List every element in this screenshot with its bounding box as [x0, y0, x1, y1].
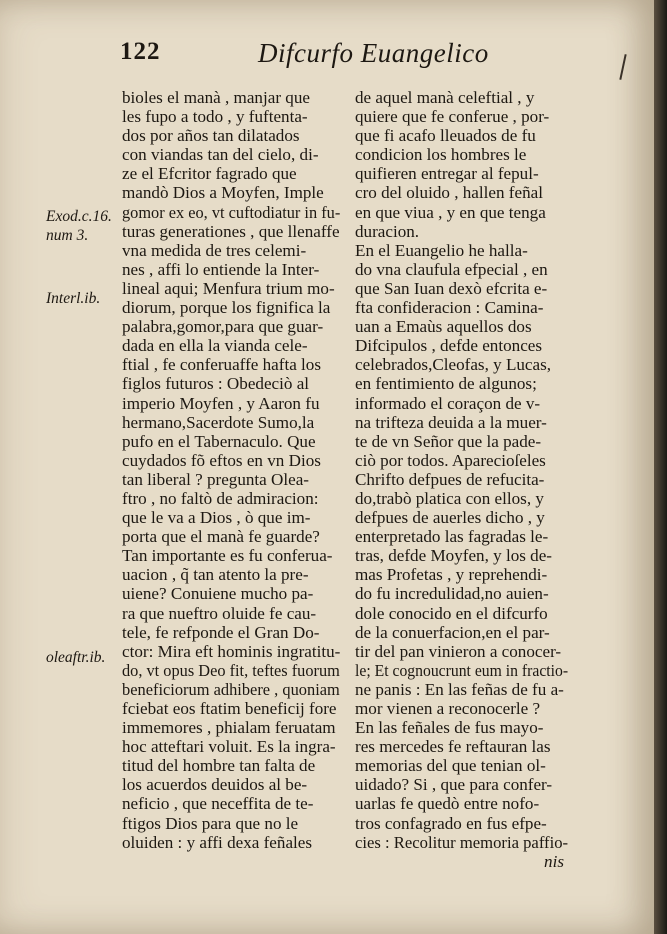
left-column-line: turas generationes , que llenaffe	[122, 221, 340, 241]
right-column-line: na trifteza deuida a la muer-	[355, 412, 547, 432]
left-column-line: fciebat eos ftatim beneficij fore	[122, 699, 337, 718]
page-edge-shadow	[654, 0, 667, 934]
left-column-line: Tan importante es fu conferua-	[122, 546, 333, 566]
right-column-line: cies : Recolitur memoria paffio-	[355, 832, 569, 852]
right-column-line: En las feñales de fus mayo-	[355, 718, 544, 738]
right-column-line: do,trabò platica con ellos, y	[355, 488, 544, 508]
left-column-line: nes , affi lo entiende la Inter-	[122, 259, 320, 279]
right-column-line: enterpretado las fagradas le-	[355, 527, 549, 547]
left-column-line: figlos futuros : Obedeciò al	[122, 374, 310, 394]
right-column-line: do fu incredulidad,no auien-	[355, 584, 549, 604]
margin-note: Interl.ib.	[46, 290, 101, 307]
left-column-line: uacion , q̃ tan atento la pre-	[122, 565, 309, 585]
right-column-line: Chrifto defpues de refucita-	[355, 469, 545, 489]
right-column-line: de aquel manà celeftial , y	[355, 88, 535, 107]
left-column-line: neficio , que neceffita de te-	[122, 794, 314, 814]
left-column-line: vna medida de tres celemi-	[122, 240, 307, 260]
right-column-line: tros confagrado en fus efpe-	[355, 813, 547, 833]
page-header	[0, 36, 654, 72]
left-column-line: beneficiorum adhibere , quoniam	[122, 679, 340, 699]
right-column-line: de la conuerfacion,en el par-	[355, 622, 550, 642]
left-column-line: hoc atteftari voluit. Es la ingra-	[122, 737, 336, 757]
right-column-line: informado el coraçon de v-	[355, 393, 541, 413]
right-column-line: tir del pan vinieron a conocer-	[355, 641, 562, 661]
right-column-line: le; Et cognoucrunt eum in fractio-	[355, 660, 569, 680]
left-column-line: bioles el manà , manjar que	[122, 88, 310, 107]
right-column-line: que San Iuan dexò efcrita e-	[355, 278, 548, 298]
left-column-line: porta que el manà fe guarde?	[122, 527, 320, 547]
right-column-line: duracion.	[355, 221, 420, 241]
right-column-line: quiere que fe conferue , por-	[355, 107, 550, 127]
left-column-line: immemores , phialam feruatam	[122, 718, 336, 738]
right-column-line: uidado? Si , que para confer-	[355, 775, 553, 795]
right-column-line: fta confideracion : Camina-	[355, 298, 544, 318]
right-column-line: defpues de auerles dicho , y	[355, 508, 545, 528]
left-column-line: do, vt opus Deo fit, teftes fuorum	[122, 660, 340, 680]
right-column-line: nis	[544, 851, 564, 871]
left-column-line: oluiden : y affi dexa feñales	[122, 832, 313, 852]
left-column-line: imperio Moyfen , y Aaron fu	[122, 393, 320, 413]
margin-note: Exod.c.16.	[46, 208, 112, 225]
right-column-line: en fentimiento de algunos;	[355, 374, 537, 394]
left-column-line: mandò Dios a Moyfen, Imple	[122, 183, 324, 203]
left-column-line: uiene? Conuiene mucho pa-	[122, 584, 314, 604]
left-column-line: los acuerdos deuidos al be-	[122, 775, 308, 795]
left-column-line: palabra,gomor,para que guar-	[122, 317, 324, 337]
right-column-line: celebrados,Cleofas, y Lucas,	[355, 355, 552, 375]
right-column-line: cro del oluido , hallen feñal	[355, 183, 543, 203]
right-column-line: do vna claufula efpecial , en	[355, 259, 548, 279]
left-column-line: les fupo a todo , y fuftenta-	[122, 107, 308, 127]
right-column-line: ciò por todos. Aparecioſeles	[355, 450, 546, 470]
right-column-line: condicion los hombres le	[355, 145, 527, 165]
left-column-line: tan liberal ? pregunta Olea-	[122, 469, 309, 489]
right-column-line: dole conocido en el difcurfo	[355, 603, 548, 623]
page-number: 122	[120, 38, 161, 65]
right-column-line: Difcipulos , defde entonces	[355, 336, 543, 356]
left-column-line: ftigos Dios para que no le	[122, 813, 299, 833]
left-column-line: titud del hombre tan falta de	[122, 756, 316, 776]
right-column-line: uan a Emaùs aquellos dos	[355, 317, 532, 337]
left-column-line: diorum, porque los fignifica la	[122, 298, 331, 318]
left-column-line: ctor: Mira eft hominis ingratitu-	[122, 641, 341, 661]
left-column-line: hermano,Sacerdote Sumo,la	[122, 412, 315, 432]
right-column-line: ne panis : En las feñas de fu a-	[355, 679, 564, 699]
left-column-line: que le va a Dios , ò que im-	[122, 508, 311, 528]
right-column-line: uarlas fe quedò entre nofo-	[355, 794, 540, 814]
left-column-line: lineal aqui; Menfura trium mo-	[122, 278, 335, 298]
left-column-line: gomor ex eo, vt cuftodiatur in fu-	[122, 202, 341, 222]
right-column-line: quifieren entregar al fepul-	[355, 164, 539, 184]
right-column-line: que fi acafo lleuados de fu	[355, 126, 536, 146]
margin-note: num 3.	[46, 227, 89, 244]
ink-mark	[619, 54, 626, 80]
right-column-line: tras, defde Moyfen, y los de-	[355, 546, 552, 566]
right-column-line: en que viua , y en que tenga	[355, 202, 546, 222]
running-head: Difcurfo Euangelico	[258, 38, 489, 68]
margin-note: oleaftr.ib.	[46, 649, 106, 666]
left-column-line: ze el Efcritor fagrado que	[122, 164, 297, 184]
left-column-line: ra que nueftro oluide fe cau-	[122, 603, 317, 623]
right-column-line: memorias del que tenian ol-	[355, 756, 546, 776]
right-column-line: mor vienen a reconocerle ?	[355, 699, 541, 718]
left-column-line: ftial , fe conferuaffe hafta los	[122, 355, 322, 375]
left-column-line: dada en ella la vianda cele-	[122, 336, 308, 356]
right-column-line: te de vn Señor que la pade-	[355, 431, 542, 451]
left-text-column	[122, 88, 340, 852]
right-column-line: mas Profetas , y reprehendi-	[355, 565, 548, 585]
left-column-line: con viandas tan del cielo, di-	[122, 145, 319, 165]
left-column-line: cuydados fõ eftos en vn Dios	[122, 450, 321, 470]
right-column-line: En el Euangelio he halla-	[355, 240, 528, 260]
left-column-line: ftro , no faltò de admiracion:	[122, 488, 319, 508]
left-column-line: dos por años tan dilatados	[122, 126, 300, 146]
left-column-line: tele, fe refponde el Gran Do-	[122, 622, 320, 642]
right-text-column	[355, 88, 568, 871]
right-column-line: res mercedes fe reftauran las	[355, 737, 551, 757]
left-column-line: pufo en el Tabernaculo. Que	[122, 431, 316, 451]
